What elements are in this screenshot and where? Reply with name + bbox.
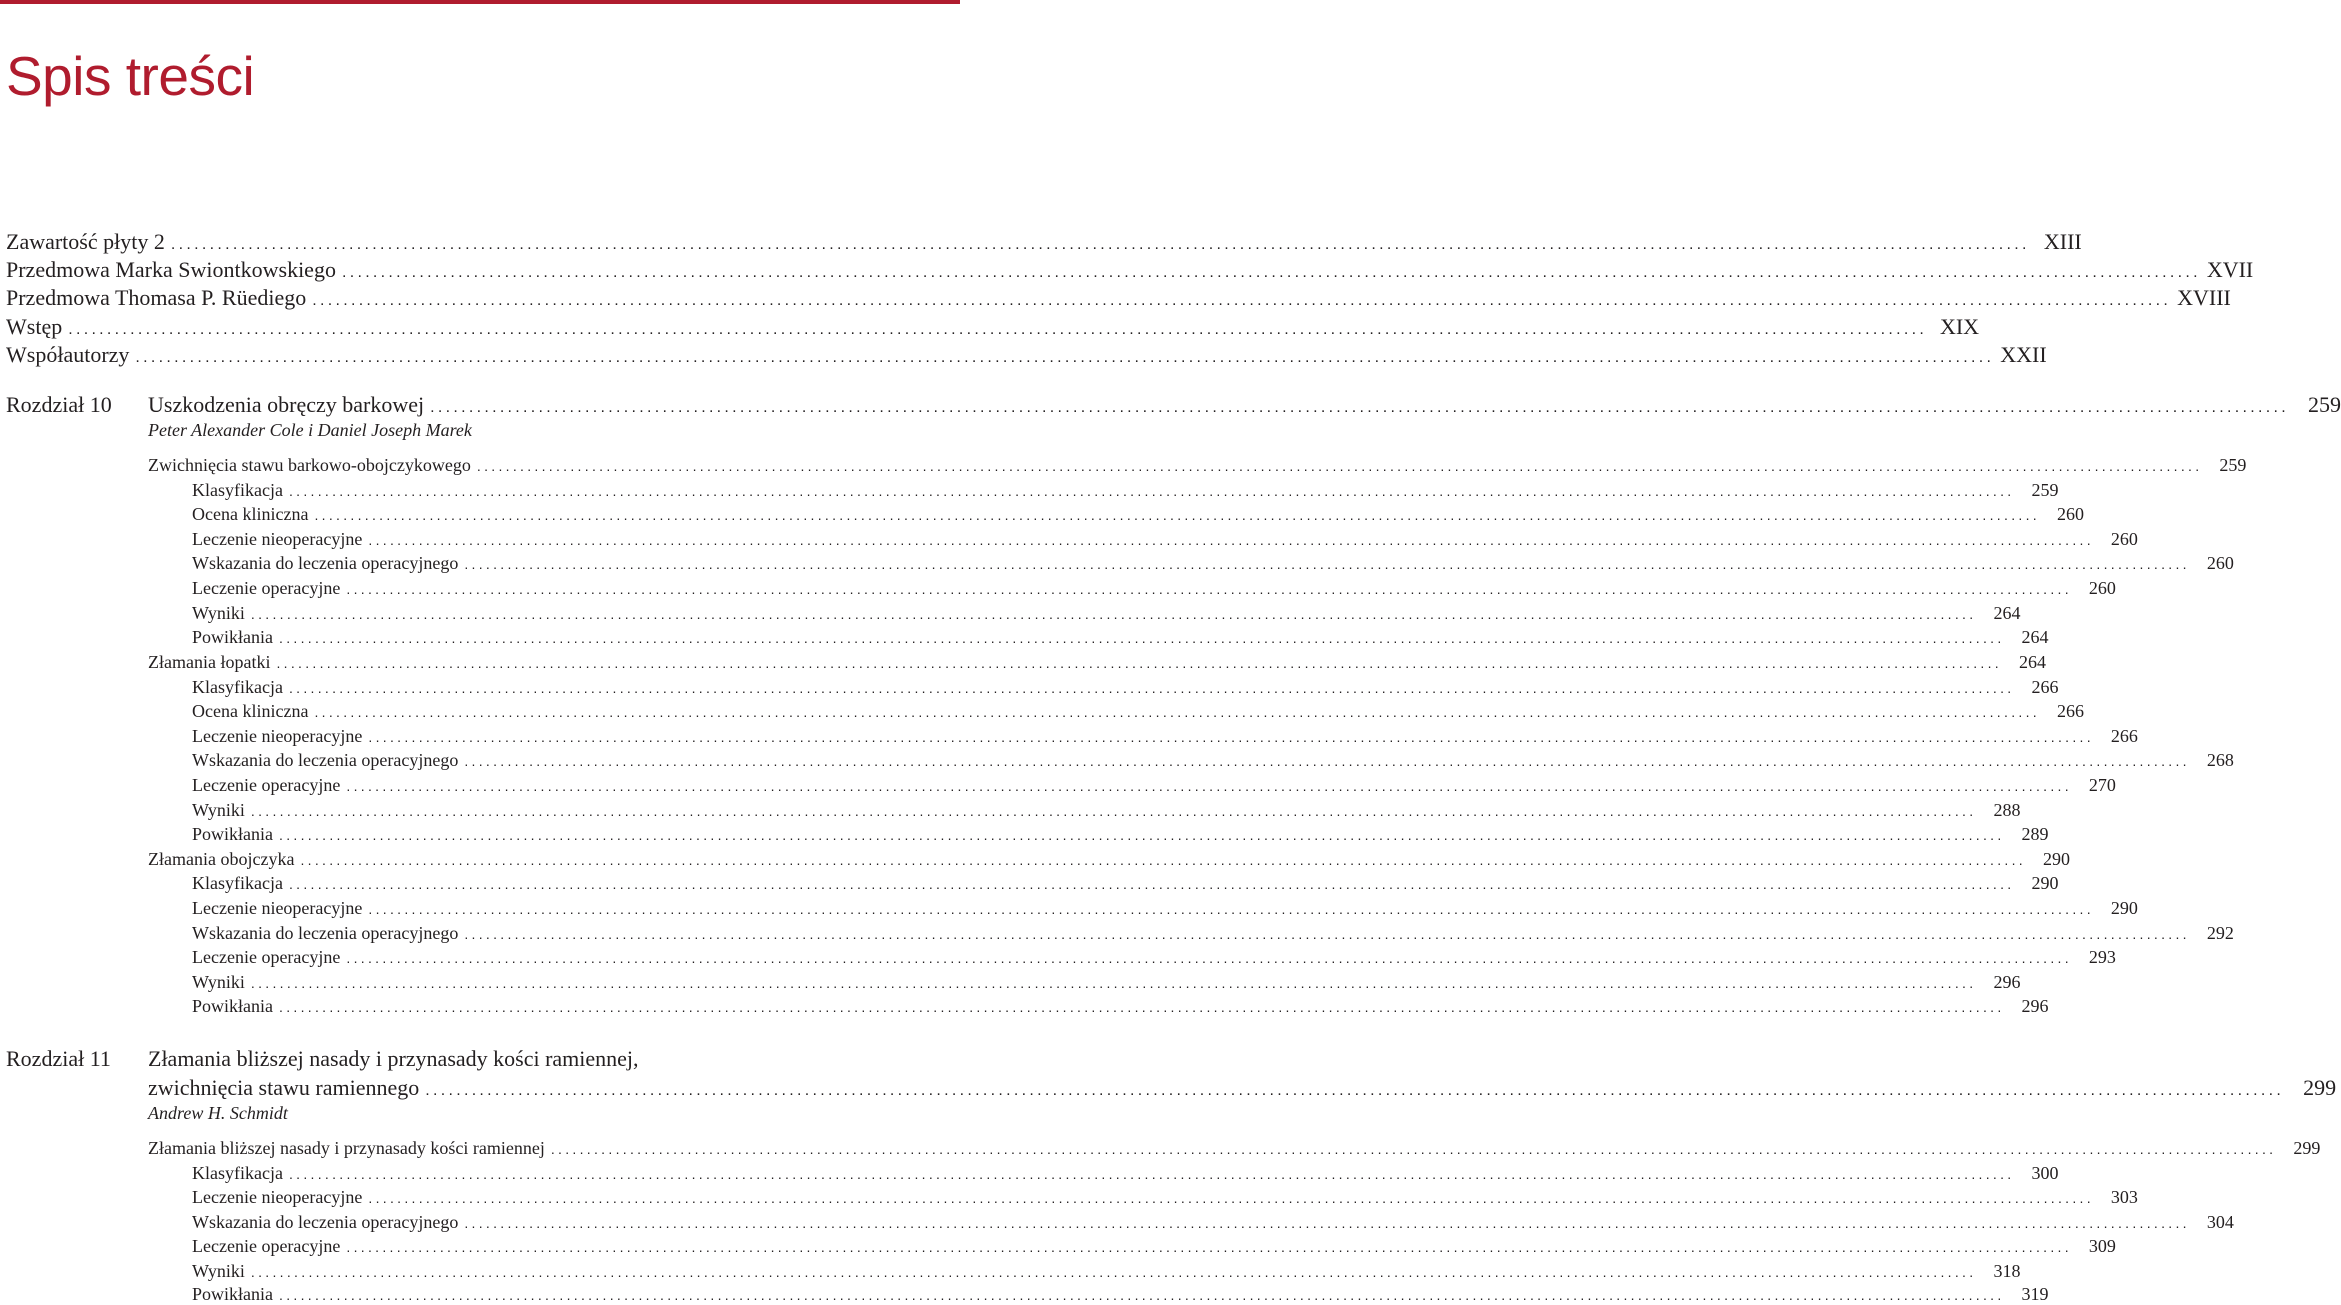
toc-entry-page: 299 <box>2293 1138 2321 1158</box>
toc-entry-page: 309 <box>2088 1236 2116 1256</box>
toc-entry-subsection[interactable] <box>192 701 2084 722</box>
leader-dots: ................................................................................................................................................................................................................................................ <box>464 556 2190 572</box>
top-rule <box>0 0 960 4</box>
toc-entry-front-matter[interactable] <box>6 342 2047 368</box>
toc-entry-page: 260 <box>2088 578 2116 598</box>
toc-entry-page: 260 <box>2110 529 2138 549</box>
leader-dots: ................................................................................................................................................................................................................................................ <box>279 630 2005 646</box>
toc-entry-page: 260 <box>2056 504 2084 524</box>
toc-entry-subsection[interactable] <box>192 553 2234 574</box>
chapter-number: Rozdział 11 <box>6 1046 111 1071</box>
chapter-page: 259 <box>2307 392 2341 417</box>
toc-entry-page: XXII <box>2000 342 2047 367</box>
chapter-title-entry[interactable] <box>148 1075 2337 1101</box>
toc-entry-label: Klasyfikacja <box>192 480 283 500</box>
toc-entry-front-matter[interactable] <box>6 229 2082 255</box>
leader-dots: ................................................................................................................................................................................................................................................ <box>279 999 2005 1015</box>
toc-entry-label: Wyniki <box>192 972 245 992</box>
toc-entry-page: 266 <box>2110 726 2138 746</box>
leader-dots: ................................................................................................................................................................................................................................................ <box>314 704 2040 720</box>
leader-dots: ................................................................................................................................................................................................................................................ <box>550 1141 2277 1157</box>
toc-entry-page: XIII <box>2043 229 2082 254</box>
leader-dots: ................................................................................................................................................................................................................................................ <box>368 1190 2094 1206</box>
toc-entry-label: Klasyfikacja <box>192 873 283 893</box>
toc-entry-label: Wskazania do leczenia operacyjnego <box>192 750 459 770</box>
page-title: Spis treści <box>6 45 255 107</box>
leader-dots: ................................................................................................................................................................................................................................................ <box>346 1239 2072 1255</box>
leader-dots: ................................................................................................................................................................................................................................................ <box>276 655 2002 671</box>
toc-entry-label: Zwichnięcia stawu barkowo-obojczykowego <box>148 455 471 475</box>
toc-entry-subsection[interactable] <box>192 504 2084 525</box>
toc-entry-label: Powikłania <box>192 824 273 844</box>
toc-entry-label: Zawartość płyty 2 <box>6 229 165 254</box>
toc-entry-page: 266 <box>2056 701 2084 721</box>
toc-entry-label: Wstęp <box>6 314 63 339</box>
toc-entry-subsection[interactable] <box>192 480 2059 501</box>
leader-dots: ................................................................................................................................................................................................................................................ <box>135 349 1995 366</box>
toc-entry-page: 318 <box>1993 1261 2021 1281</box>
toc-entry-subsection[interactable] <box>192 1187 2138 1208</box>
toc-entry-page: 292 <box>2206 923 2234 943</box>
leader-dots: ................................................................................................................................................................................................................................................ <box>300 852 2026 868</box>
toc-entry-page: 293 <box>2088 947 2116 967</box>
toc-entry-page: 264 <box>2018 652 2046 672</box>
toc-entry-section[interactable] <box>148 455 2247 476</box>
toc-entry-page: 319 <box>2021 1284 2049 1304</box>
leader-dots: ................................................................................................................................................................................................................................................ <box>312 292 2172 309</box>
toc-entry-section[interactable] <box>148 849 2070 870</box>
leader-dots: ................................................................................................................................................................................................................................................ <box>314 507 2040 523</box>
chapter-page: 299 <box>2303 1075 2337 1100</box>
chapter-title-line2: zwichnięcia stawu ramiennego <box>148 1075 420 1100</box>
toc-entry-subsection[interactable] <box>192 603 2021 624</box>
chapter-title-line1[interactable]: Złamania bliższej nasady i przynasady kości ramiennej, <box>148 1046 639 1071</box>
toc-entry-subsection[interactable] <box>192 726 2138 747</box>
toc-entry-page: 264 <box>1993 603 2021 623</box>
toc-entry-front-matter[interactable] <box>6 314 1980 340</box>
toc-entry-label: Powikłania <box>192 627 273 647</box>
toc-entry-subsection[interactable] <box>192 529 2138 550</box>
leader-dots: ................................................................................................................................................................................................................................................ <box>346 581 2072 597</box>
toc-entry-subsection[interactable] <box>192 947 2116 968</box>
toc-entry-page: 303 <box>2110 1187 2138 1207</box>
toc-entry-label: Klasyfikacja <box>192 677 283 697</box>
chapter-title: Uszkodzenia obręczy barkowej <box>148 392 425 417</box>
toc-entry-label: Leczenie nieoperacyjne <box>192 529 363 549</box>
toc-entry-label: Wskazania do leczenia operacyjnego <box>192 553 459 573</box>
toc-entry-page: 300 <box>2031 1163 2059 1183</box>
toc-entry-subsection[interactable] <box>192 996 2049 1017</box>
toc-entry-page: 296 <box>2021 996 2049 1016</box>
toc-entry-label: Złamania bliższej nasady i przynasady kości ramiennej <box>148 1138 545 1158</box>
toc-entry-page: 304 <box>2206 1212 2234 1232</box>
toc-entry-subsection[interactable] <box>192 898 2138 919</box>
toc-entry-front-matter[interactable] <box>6 285 2231 311</box>
toc-entry-label: Leczenie nieoperacyjne <box>192 726 363 746</box>
toc-entry-page: XVIII <box>2177 285 2231 310</box>
leader-dots: ................................................................................................................................................................................................................................................ <box>250 975 1977 991</box>
toc-entry-label: Leczenie nieoperacyjne <box>192 898 363 918</box>
toc-entry-page: 260 <box>2206 553 2234 573</box>
toc-entry-label: Ocena kliniczna <box>192 701 309 721</box>
toc-entry-subsection[interactable] <box>192 800 2021 821</box>
leader-dots: ................................................................................................................................................................................................................................................ <box>425 1082 2285 1099</box>
leader-dots: ................................................................................................................................................................................................................................................ <box>250 1264 1977 1280</box>
toc-entry-label: Klasyfikacja <box>192 1163 283 1183</box>
toc-entry-label: Wyniki <box>192 800 245 820</box>
chapter-title-entry[interactable] <box>148 392 2341 418</box>
leader-dots: ................................................................................................................................................................................................................................................ <box>288 1166 2015 1182</box>
leader-dots: ................................................................................................................................................................................................................................................ <box>68 321 1928 338</box>
leader-dots: ................................................................................................................................................................................................................................................ <box>346 778 2072 794</box>
toc-entry-page: XVII <box>2206 257 2254 282</box>
toc-entry-page: 288 <box>1993 800 2021 820</box>
leader-dots: ................................................................................................................................................................................................................................................ <box>279 827 2005 843</box>
toc-entry-section[interactable] <box>148 652 2046 673</box>
toc-entry-subsection[interactable] <box>192 824 2049 845</box>
leader-dots: ................................................................................................................................................................................................................................................ <box>341 264 2201 281</box>
toc-entry-subsection[interactable] <box>192 750 2234 771</box>
toc-entry-label: Leczenie operacyjne <box>192 947 341 967</box>
toc-entry-label: Wskazania do leczenia operacyjnego <box>192 1212 459 1232</box>
leader-dots: ................................................................................................................................................................................................................................................ <box>346 950 2072 966</box>
leader-dots: ................................................................................................................................................................................................................................................ <box>250 803 1977 819</box>
leader-dots: ................................................................................................................................................................................................................................................ <box>288 876 2015 892</box>
toc-entry-label: Wskazania do leczenia operacyjnego <box>192 923 459 943</box>
toc-entry-subsection[interactable] <box>192 627 2049 648</box>
toc-entry-label: Leczenie nieoperacyjne <box>192 1187 363 1207</box>
chapter-number: Rozdział 10 <box>6 392 112 417</box>
leader-dots: ................................................................................................................................................................................................................................................ <box>464 753 2190 769</box>
toc-entry-subsection[interactable] <box>192 1163 2059 1184</box>
toc-entry-page: 296 <box>1993 972 2021 992</box>
toc-entry-label: Leczenie operacyjne <box>192 1236 341 1256</box>
leader-dots: ................................................................................................................................................................................................................................................ <box>288 680 2015 696</box>
toc-entry-label: Wyniki <box>192 603 245 623</box>
toc-entry-subsection[interactable] <box>192 1236 2116 1257</box>
leader-dots: ................................................................................................................................................................................................................................................ <box>430 399 2289 416</box>
leader-dots: ................................................................................................................................................................................................................................................ <box>250 606 1977 622</box>
toc-entry-page: 290 <box>2031 873 2059 893</box>
toc-entry-subsection[interactable] <box>192 1261 2021 1282</box>
toc-entry-page: 264 <box>2021 627 2049 647</box>
leader-dots: ................................................................................................................................................................................................................................................ <box>368 901 2094 917</box>
toc-entry-label: Złamania łopatki <box>148 652 271 672</box>
toc-entry-label: Współautorzy <box>6 342 130 367</box>
toc-entry-page: XIX <box>1939 314 1980 339</box>
toc-entry-page: 290 <box>2110 898 2138 918</box>
leader-dots: ................................................................................................................................................................................................................................................ <box>464 1215 2190 1231</box>
chapter-author: Andrew H. Schmidt <box>148 1103 288 1123</box>
toc-entry-label: Leczenie operacyjne <box>192 775 341 795</box>
leader-dots: ................................................................................................................................................................................................................................................ <box>368 729 2094 745</box>
toc-entry-label: Leczenie operacyjne <box>192 578 341 598</box>
toc-entry-section[interactable] <box>148 1138 2321 1159</box>
leader-dots: ................................................................................................................................................................................................................................................ <box>476 458 2203 474</box>
leader-dots: ................................................................................................................................................................................................................................................ <box>464 926 2190 942</box>
chapter-author: Peter Alexander Cole i Daniel Joseph Marek <box>148 420 472 440</box>
toc-entry-label: Przedmowa Marka Swiontkowskiego <box>6 257 336 282</box>
toc-entry-subsection[interactable] <box>192 1284 2049 1305</box>
toc-entry-page: 289 <box>2021 824 2049 844</box>
toc-entry-subsection[interactable] <box>192 873 2059 894</box>
toc-entry-page: 268 <box>2206 750 2234 770</box>
toc-entry-page: 259 <box>2219 455 2247 475</box>
leader-dots: ................................................................................................................................................................................................................................................ <box>279 1287 2005 1303</box>
toc-entry-page: 270 <box>2088 775 2116 795</box>
toc-entry-subsection[interactable] <box>192 923 2234 944</box>
toc-entry-subsection[interactable] <box>192 775 2116 796</box>
toc-entry-front-matter[interactable] <box>6 257 2254 283</box>
toc-entry-label: Powikłania <box>192 1284 273 1304</box>
toc-entry-label: Złamania obojczyka <box>148 849 295 869</box>
toc-entry-subsection[interactable] <box>192 1212 2234 1233</box>
toc-entry-label: Ocena kliniczna <box>192 504 309 524</box>
toc-entry-label: Powikłania <box>192 996 273 1016</box>
toc-entry-label: Wyniki <box>192 1261 245 1281</box>
toc-entry-page: 259 <box>2031 480 2059 500</box>
toc-entry-label: Przedmowa Thomasa P. Rüediego <box>6 285 307 310</box>
toc-entry-subsection[interactable] <box>192 972 2021 993</box>
leader-dots: ................................................................................................................................................................................................................................................ <box>368 532 2094 548</box>
leader-dots: ................................................................................................................................................................................................................................................ <box>170 236 2030 253</box>
toc-entry-subsection[interactable] <box>192 578 2116 599</box>
toc-entry-subsection[interactable] <box>192 677 2059 698</box>
toc-entry-page: 290 <box>2042 849 2070 869</box>
toc-entry-page: 266 <box>2031 677 2059 697</box>
leader-dots: ................................................................................................................................................................................................................................................ <box>288 483 2015 499</box>
